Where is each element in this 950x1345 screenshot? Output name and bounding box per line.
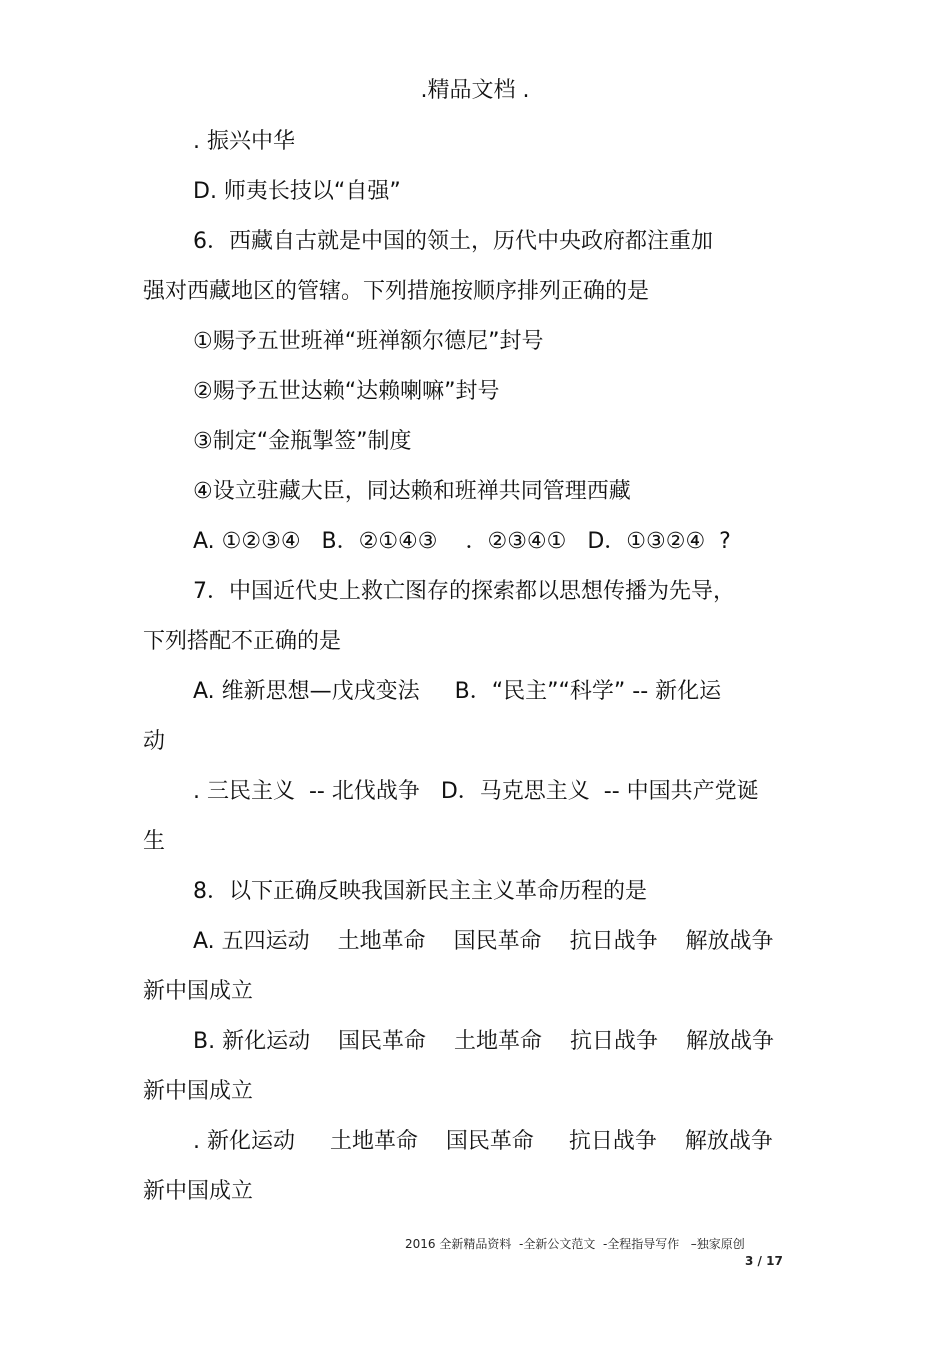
question-6-item-2: ②赐予五世达赖“达赖喇嘛”封号 — [193, 379, 500, 404]
question-8-option-c: . 新化运动 土地革命 国民革命 抗日战争 解放战争 — [193, 1129, 773, 1154]
question-6-item-3: ③制定“金瓶掣签”制度 — [193, 429, 412, 454]
question-6-item-4: ④设立驻藏大臣，同达赖和班禅共同管理西藏 — [193, 479, 631, 504]
question-8-option-b: B. 新化运动 国民革命 土地革命 抗日战争 解放战争 — [193, 1029, 774, 1054]
question-8-option-c-cont: 新中国成立 — [143, 1179, 254, 1204]
question-8-option-b-cont: 新中国成立 — [143, 1079, 254, 1104]
question-7-stem: 7．中国近代史上救亡图存的探索都以思想传播为先导， — [193, 579, 735, 604]
question-6-stem-cont: 强对西藏地区的管辖。下列措施按顺序排列正确的是 — [143, 279, 650, 304]
page-header: .精品文档 . — [420, 78, 530, 103]
question-6-item-1: ①赐予五世班禅“班禅额尔德尼”封号 — [193, 329, 544, 354]
option-c-line: . 振兴中华 — [193, 129, 295, 154]
option-d-line: D. 师夷长技以“自强” — [193, 179, 401, 204]
question-7-options-cd: . 三民主义 -- 北伐战争 D．马克思主义 -- 中国共产党诞 — [193, 779, 759, 804]
question-7-stem-cont: 下列搭配不正确的是 — [143, 629, 342, 654]
question-8-option-a-cont: 新中国成立 — [143, 979, 254, 1004]
question-7-options-ab: A. 维新思想—戊戌变法 B．“民主”“科学” -- 新化运 — [193, 679, 722, 704]
question-6-stem: 6．西藏自古就是中国的领土，历代中央政府都注重加 — [193, 229, 713, 254]
question-8-option-a: A. 五四运动 土地革命 国民革命 抗日战争 解放战争 — [193, 929, 774, 954]
question-7-options-cd-cont: 生 — [143, 829, 166, 854]
footer-text: 2016 全新精品资料 -全新公文范文 -全程指导写作 –独家原创 — [405, 1237, 745, 1251]
question-7-options-ab-cont: 动 — [143, 729, 166, 754]
question-8-stem: 8．以下正确反映我国新民主主义革命历程的是 — [193, 879, 647, 904]
question-6-options: A. ①②③④ B．②①④③ ．②③④① D．①③②④ ? — [193, 529, 731, 554]
page-number: 3 / 17 — [745, 1254, 783, 1268]
